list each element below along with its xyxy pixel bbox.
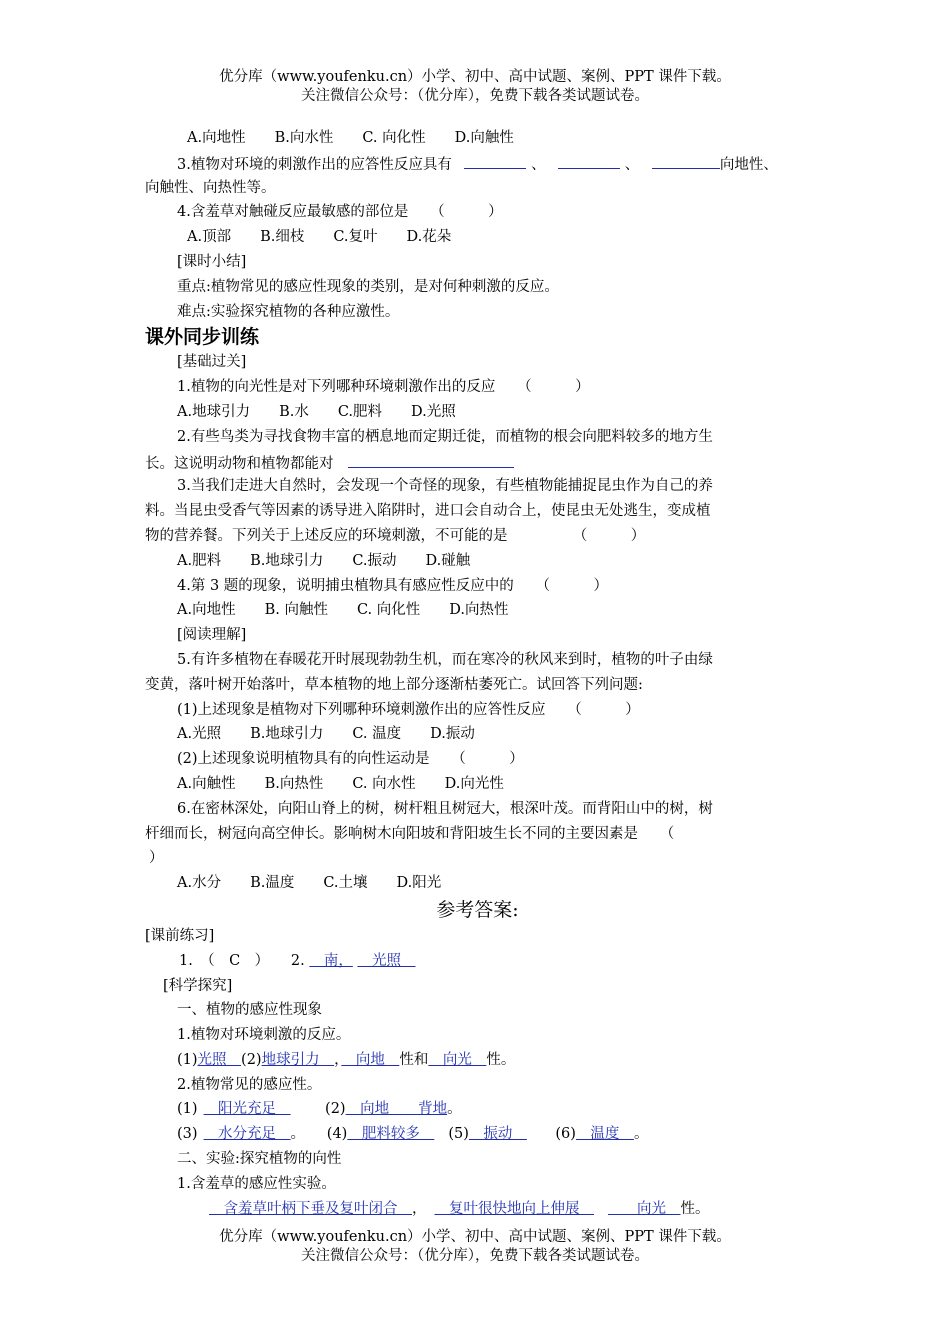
answer-fill: 水分充足 xyxy=(203,1126,291,1143)
answer-fill: 阳光充足 xyxy=(203,1101,291,1118)
question-line: 6.在密林深处，向阳山脊上的树，树杆粗且树冠大，根深叶茂。而背阳山中的树，树 xyxy=(177,800,713,817)
section-label: [阅读理解] xyxy=(177,627,247,644)
answer-text: (2) xyxy=(241,1051,262,1068)
question-line: 物的营养餐。下列关于上述反应的环境刺激，不可能的是 （ ） xyxy=(145,527,646,544)
summary-line: 难点:实验探究植物的各种应激性。 xyxy=(177,303,400,320)
section-label: [课时小结] xyxy=(177,253,247,270)
answer-text: 。 xyxy=(633,1126,649,1143)
question-text: 长。这说明动物和植物都能对 xyxy=(145,455,334,472)
answer-fill: 复叶很快地向上伸展 xyxy=(434,1200,594,1217)
answers-title: 参考答案: xyxy=(436,898,519,921)
options-line: A.顶部 B.细枝 C.复叶 D.花朵 xyxy=(187,229,452,246)
answer-text: 1. （ C ） 2. xyxy=(179,952,305,969)
options-line: A.向地性 B. 向触性 C. 向化性 D.向热性 xyxy=(177,602,509,619)
page-header xyxy=(0,68,950,106)
options-line: A.肥料 B.地球引力 C.振动 D.碰触 xyxy=(177,552,471,569)
question-line: 4.含羞草对触碰反应最敏感的部位是 （ ） xyxy=(177,204,503,221)
options-line: A.水分 B.温度 C.土壤 D.阳光 xyxy=(177,875,442,892)
separator: 、 xyxy=(624,156,640,173)
question-text: 3.植物对环境的刺激作出的应答性反应具有 xyxy=(177,156,452,173)
question-line: 3.当我们走进大自然时，会发现一个奇怪的现象，有些植物能捕捉昆虫作为自己的养 xyxy=(177,478,713,495)
answer-text: 性。 xyxy=(680,1200,710,1217)
answer-text: 。 xyxy=(447,1101,462,1118)
question-line: (1)上述现象是植物对下列哪种环境刺激作出的应答性反应 （ ） xyxy=(177,701,640,718)
question-line: 5.有许多植物在春暖花开时展现勃勃生机，而在寒冷的秋风来到时，植物的叶子由绿 xyxy=(177,651,713,668)
page-footer xyxy=(0,1228,950,1266)
answer-text: (1) xyxy=(177,1101,198,1118)
answer-fill: 向光 xyxy=(428,1051,487,1068)
answer-line xyxy=(145,1197,810,1222)
options-line: A.向触性 B.向热性 C. 向水性 D.向光性 xyxy=(177,775,504,792)
section-title: 课外同步训练 xyxy=(145,326,260,349)
answer-line xyxy=(145,1097,810,1122)
blank-line xyxy=(464,151,526,169)
blank-line xyxy=(558,151,620,169)
section-label: [基础过关] xyxy=(177,354,247,371)
question-line: 向触性、向热性等。 xyxy=(145,179,276,196)
document-body xyxy=(145,126,810,1221)
question-line: 4.第 3 题的现象，说明捕虫植物具有感应性反应中的 （ ） xyxy=(177,577,609,594)
question-line xyxy=(145,450,810,475)
answer-line xyxy=(145,1048,810,1073)
answer-fill: 光照 xyxy=(357,952,416,969)
answer-text: (6) xyxy=(540,1126,576,1143)
blank-line xyxy=(652,151,720,169)
question-line: 2.有些鸟类为寻找食物丰富的栖息地而定期迁徙，而植物的根会向肥料较多的地方生 xyxy=(177,428,713,445)
answer-text: 性和 xyxy=(399,1051,429,1068)
answer-text: 性。 xyxy=(486,1051,516,1068)
answer-text: ， xyxy=(334,1051,342,1068)
answer-line xyxy=(145,949,810,974)
options-line: A.光照 B.地球引力 C. 温度 D.振动 xyxy=(177,726,475,743)
options-line: A.向地性 B.向水性 C. 向化性 D.向触性 xyxy=(187,130,514,146)
question-line: 变黄，落叶树开始落叶，草本植物的地上部分逐渐枯萎死亡。试回答下列问题: xyxy=(145,676,643,693)
section-label: [课前练习] xyxy=(145,927,215,944)
answer-fill: 地球引力 xyxy=(261,1051,335,1068)
answer-line: 1.植物对环境刺激的反应。 xyxy=(177,1027,351,1044)
answer-fill: 含羞草叶柄下垂及复叶闭合 xyxy=(209,1200,412,1217)
answer-fill: 光照 xyxy=(197,1051,242,1068)
answer-text: (2) xyxy=(310,1101,346,1118)
question-line xyxy=(145,151,810,176)
answer-text: (1) xyxy=(177,1051,198,1068)
footer-line-2: 关注微信公众号：（优分库），免费下载各类试题试卷。 xyxy=(301,1248,649,1264)
question-line: 杆细而长，树冠向高空伸长。影响树木向阳坡和背阳坡生长不同的主要因素是 （ xyxy=(145,825,675,842)
answer-fill: 南， xyxy=(309,952,353,969)
question-line: 1.植物的向光性是对下列哪种环境刺激作出的反应 （ ） xyxy=(177,379,590,396)
answer-text: 。 (4) xyxy=(290,1126,348,1143)
answer-text: ， xyxy=(412,1200,427,1217)
answer-fill: 振动 xyxy=(468,1126,527,1143)
question-text: 向地性、 xyxy=(719,156,778,173)
blank-line xyxy=(348,450,514,468)
answer-fill: 向地 xyxy=(341,1051,400,1068)
answer-fill: 向地 xyxy=(345,1101,404,1118)
question-line: 料。当昆虫受香气等因素的诱导进入陷阱时，进口会自动合上，使昆虫无处逃生，变成植 xyxy=(145,503,711,520)
header-line-1: 优分库（www.youfenku.cn）小学、初中、高中试题、案例、PPT 课件下载。 xyxy=(219,69,731,85)
answer-line: 1.含羞草的感应性实验。 xyxy=(177,1175,336,1192)
answer-line xyxy=(145,1122,810,1147)
answer-fill: 向光 xyxy=(608,1200,681,1217)
separator: 、 xyxy=(531,156,546,173)
options-line: A.地球引力 B.水 C.肥料 D.光照 xyxy=(177,403,456,420)
answer-fill: 肥料较多 xyxy=(347,1126,435,1143)
answer-line: 2.植物常见的感应性。 xyxy=(177,1076,322,1093)
question-line: (2)上述现象说明植物具有的向性运动是 （ ） xyxy=(177,751,524,768)
answer-text: (3) xyxy=(177,1126,198,1143)
header-line-2: 关注微信公众号：（优分库），免费下载各类试题试卷。 xyxy=(301,88,649,104)
question-line: ） xyxy=(149,850,164,867)
answer-text: (5) xyxy=(448,1126,469,1143)
section-label: [科学探究] xyxy=(163,977,233,994)
summary-line: 重点:植物常见的感应性现象的类别，是对何种刺激的反应。 xyxy=(177,278,559,295)
answer-heading: 二、实验:探究植物的向性 xyxy=(177,1151,342,1168)
answer-heading: 一、植物的感应性现象 xyxy=(177,1002,322,1019)
answer-fill: 温度 xyxy=(575,1126,634,1143)
answer-fill: 背地 xyxy=(403,1101,448,1118)
footer-line-1: 优分库（www.youfenku.cn）小学、初中、高中试题、案例、PPT 课件下载。 xyxy=(219,1229,731,1245)
